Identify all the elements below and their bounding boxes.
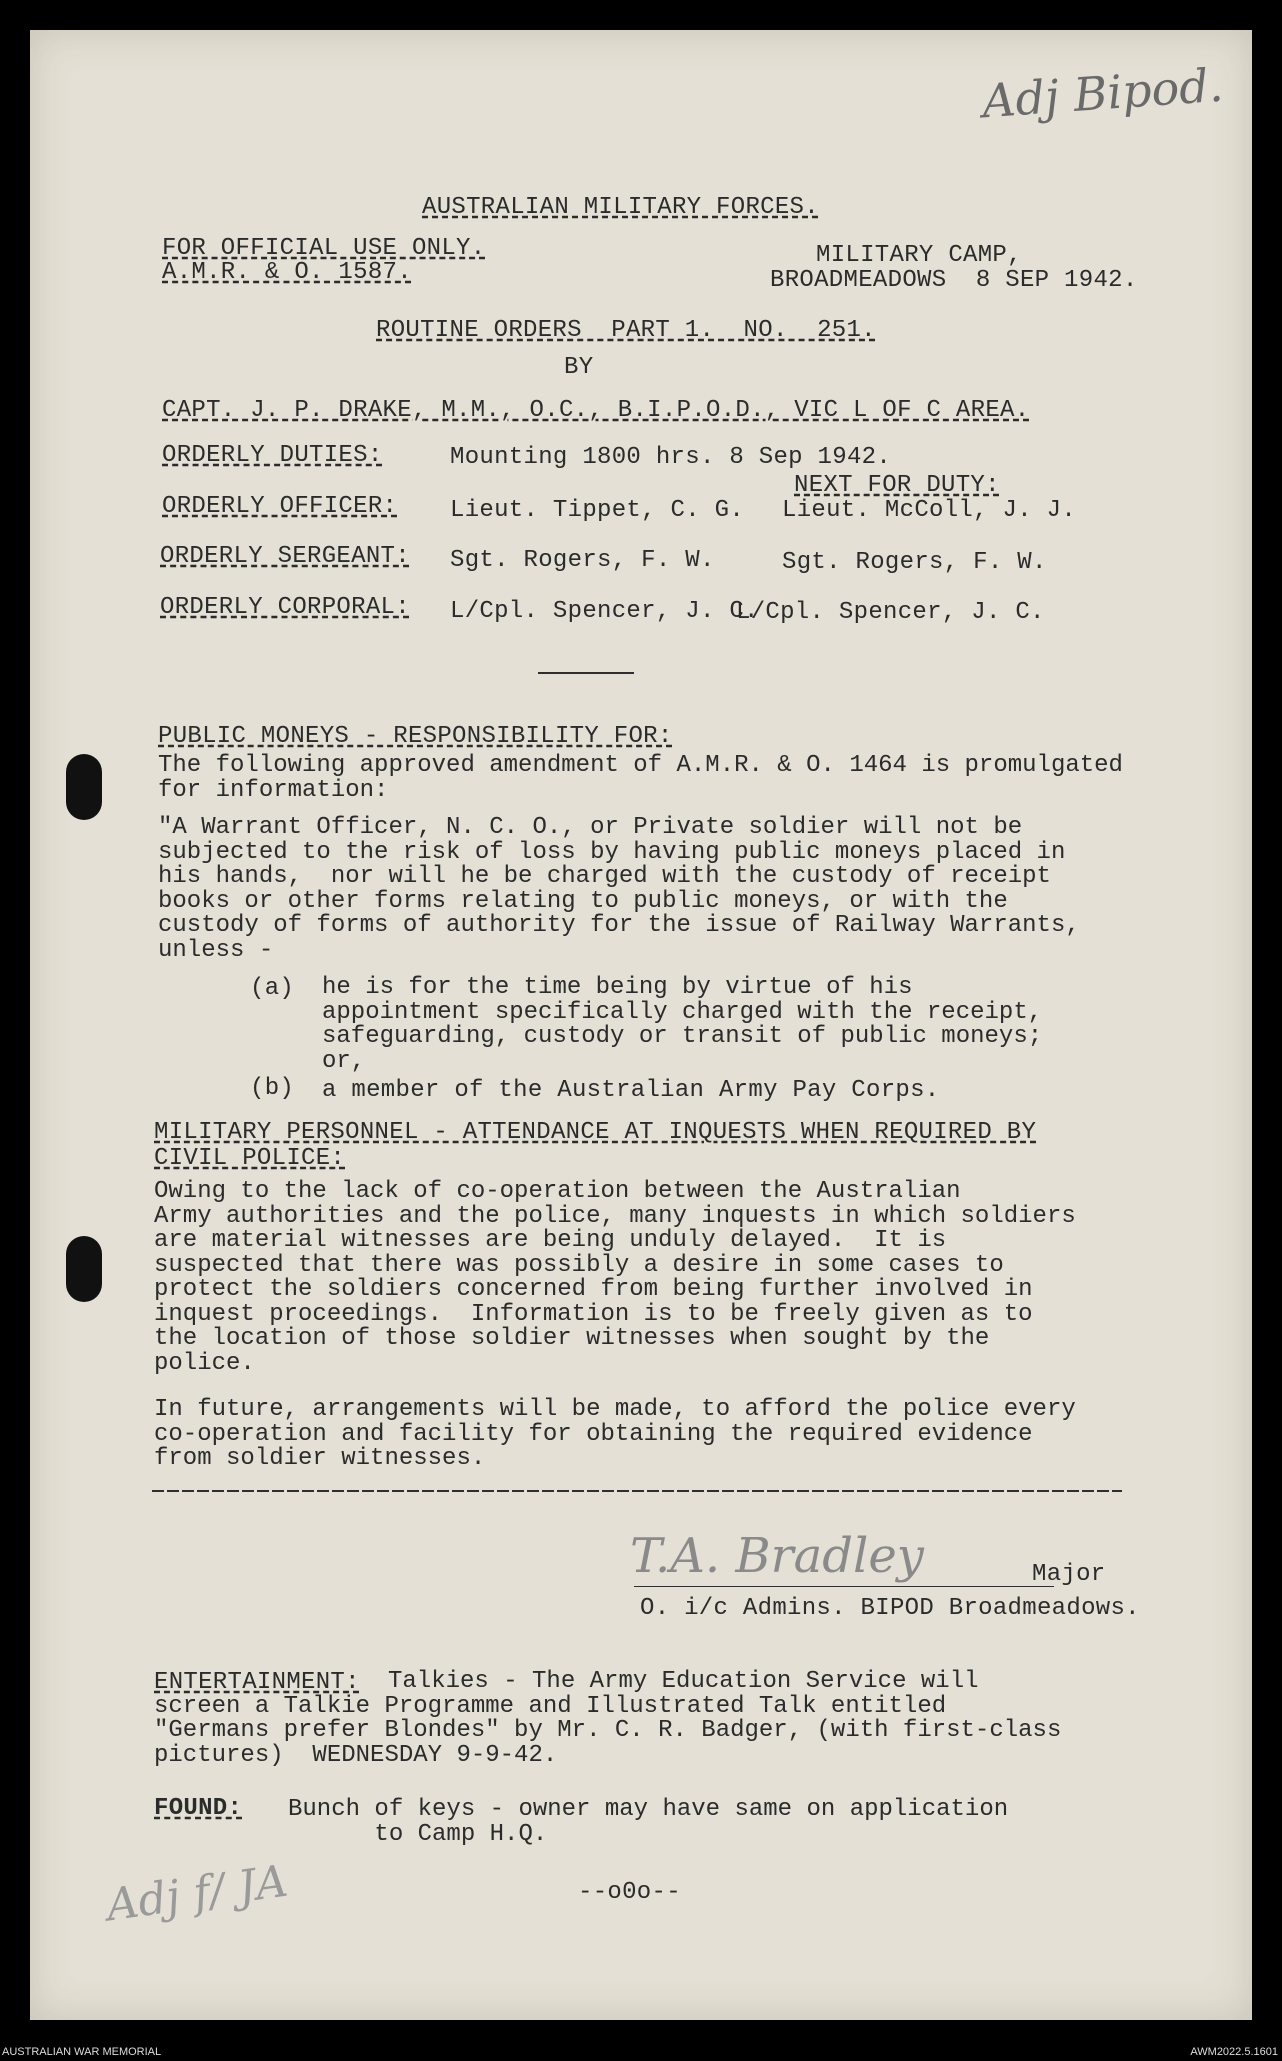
found-text: Bunch of keys - owner may have same on application to Camp H.Q.	[288, 1796, 1009, 1848]
section-divider-short	[538, 672, 634, 674]
orderly-duties-label: ORDERLY DUTIES:	[162, 442, 383, 469]
orderly-corporal-next: L/Cpl. Spencer, J. C.	[736, 599, 1045, 626]
inquests-heading-line-1: MILITARY PERSONNEL - ATTENDANCE AT INQUESTS WHEN REQUIRED BY	[154, 1119, 1037, 1146]
punch-hole-upper	[66, 754, 102, 820]
section-divider-long	[152, 1490, 1122, 1492]
item-a-text: he is for the time being by virtue of his appointment specifically charged with the receipt, safeguarding, custody or transit of public moneys; or,	[322, 974, 1043, 1075]
routine-orders-heading: ROUTINE ORDERS PART 1. NO. 251.	[376, 317, 876, 344]
camp-label: MILITARY CAMP,	[816, 242, 1022, 269]
by-label: BY	[564, 354, 594, 381]
orderly-sergeant-current: Sgt. Rogers, F. W.	[450, 547, 715, 574]
next-for-duty-label: NEXT FOR DUTY:	[794, 472, 1000, 499]
mounting-text: Mounting 1800 hrs. 8 Sep 1942.	[450, 444, 892, 471]
entertainment-line: screen a Talkie Programme and Illustrated Talk entitled	[154, 1692, 947, 1720]
entertainment-line: "Germans prefer Blondes" by Mr. C. R. Badger, (with first-class	[154, 1717, 1062, 1744]
item-b-text: a member of the Australian Army Pay Corps.	[322, 1077, 940, 1104]
public-moneys-quote: "A Warrant Officer, N. C. O., or Private soldier will not be subjected to the risk of loss by having public moneys placed in his hands, nor will he be charged with the custody of receipt books or other forms relating to public moneys, or with the custody of forms of authority for the issue of Railway Warrants, unless -	[158, 814, 1080, 964]
handwritten-annotation-top: Adj Bipod.	[980, 57, 1225, 129]
document-page	[30, 30, 1252, 2020]
orderly-corporal-current: L/Cpl. Spencer, J. C.	[450, 598, 759, 625]
inquests-paragraph-1: Owing to the lack of co-operation between the Australian Army authorities and the police, many inquests in which soldiers are material witnesses are being unduly delayed. It is suspected that there was possibly a desire in some cases to protect the soldiers concerned from being further involved in inquest proceedings. Information is to be freely given as to the location of those soldier witnesses when sought by the police.	[154, 1178, 1076, 1377]
orderly-officer-next: Lieut. McColl, J. J.	[782, 497, 1077, 524]
inquests-paragraph-2: In future, arrangements will be made, to afford the police every co-operation and facility for obtaining the required evidence from soldier witnesses.	[154, 1396, 1076, 1472]
item-b-marker: (b)	[250, 1075, 295, 1102]
orderly-sergeant-next: Sgt. Rogers, F. W.	[782, 549, 1047, 576]
signature-line	[634, 1586, 1054, 1587]
inquests-heading-line-2: CIVIL POLICE:	[154, 1145, 346, 1172]
entertainment-label: ENTERTAINMENT:	[154, 1669, 360, 1696]
punch-hole-lower	[66, 1236, 102, 1302]
orderly-officer-current: Lieut. Tippet, C. G.	[450, 497, 745, 524]
found-label: FOUND:	[154, 1795, 243, 1822]
signature: T.A. Bradley	[630, 1528, 924, 1584]
orderly-corporal-label: ORDERLY CORPORAL:	[160, 594, 410, 621]
amr-reference: A.M.R. & O. 1587.	[162, 259, 412, 286]
orderly-sergeant-label: ORDERLY SERGEANT:	[160, 543, 410, 570]
document-title: AUSTRALIAN MILITARY FORCES.	[422, 194, 819, 221]
item-a-marker: (a)	[250, 975, 295, 1002]
public-moneys-intro: The following approved amendment of A.M.R. & O. 1464 is promulgated for information:	[158, 752, 1123, 804]
orderly-officer-label: ORDERLY OFFICER:	[162, 493, 398, 520]
footer-left: AUSTRALIAN WAR MEMORIAL	[2, 2046, 162, 2058]
signatory-rank: Major	[1032, 1561, 1106, 1588]
place-and-date: BROADMEADOWS 8 SEP 1942.	[770, 267, 1138, 294]
public-moneys-heading: PUBLIC MONEYS - RESPONSIBILITY FOR:	[158, 723, 673, 750]
entertainment-line: Talkies - The Army Education Service will	[388, 1668, 979, 1695]
entertainment-line: pictures) WEDNESDAY 9-9-42.	[154, 1741, 558, 1769]
entertainment-text	[154, 1670, 1061, 1768]
signatory-position: O. i/c Admins. BIPOD Broadmeadows.	[640, 1595, 1140, 1622]
commander-line: CAPT. J. P. DRAKE, M.M., O.C., B.I.P.O.D., VIC L OF C AREA.	[162, 397, 1030, 424]
end-mark: --o0o--	[578, 1879, 681, 1906]
footer-right: AWM2022.5.1601	[1190, 2046, 1278, 2058]
official-use-label: FOR OFFICIAL USE ONLY.	[162, 235, 486, 262]
handwritten-annotation-bottom: Adj f/ JA	[103, 1855, 291, 1932]
